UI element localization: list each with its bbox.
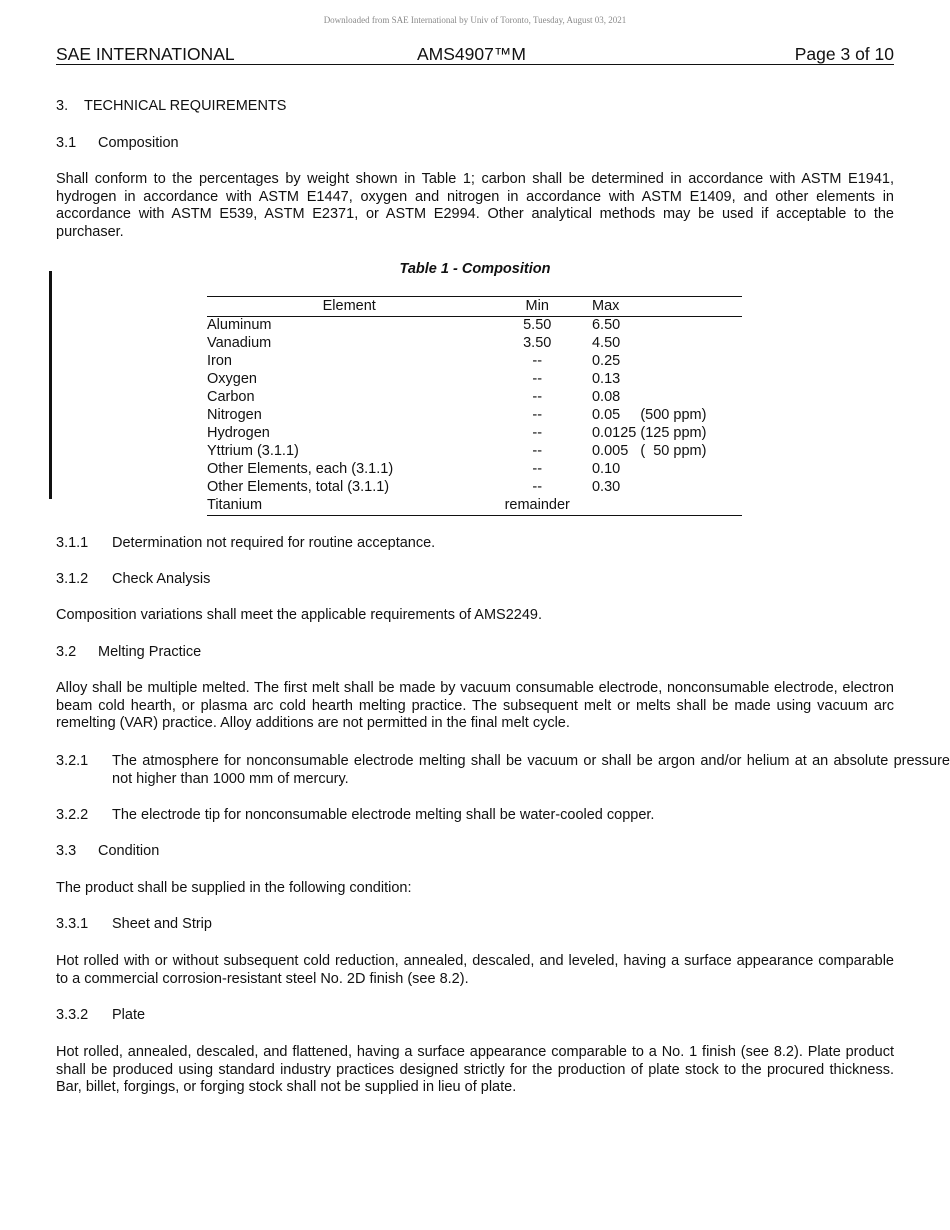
section-title: TECHNICAL REQUIREMENTS <box>84 98 287 114</box>
section-number: 3.1.2 <box>56 571 89 587</box>
section-text: The atmosphere for nonconsumable electrode melting shall be vacuum or shall be argon and/or helium at an absolute pressure not higher than 1000 mm of mercury. <box>112 753 950 787</box>
cell-max: 0.10 <box>591 461 621 478</box>
cell-min: remainder <box>504 497 570 514</box>
section-number: 3.3.2 <box>56 1007 89 1023</box>
table-row <box>207 317 742 336</box>
cell-element: Carbon <box>207 389 255 406</box>
section-title: Melting Practice <box>98 644 202 660</box>
cell-element: Oxygen <box>207 371 257 388</box>
revision-change-bar <box>49 271 52 499</box>
section-title: Check Analysis <box>112 571 211 587</box>
cell-max: 6.50 <box>591 317 621 334</box>
section-3-2-body: Alloy shall be multiple melted. The first melt shall be made by vacuum consumable electrode, nonconsumable electrode, electron beam cold hearth, or plasma arc cold hearth melting practice. The subsequent melt or melts shall be made using vacuum arc remelting (VAR) practice. Alloy additions are not permitted in the final melt cycle. <box>56 680 894 731</box>
table-row <box>207 371 742 389</box>
table-row <box>207 479 742 497</box>
section-number: 3.3.1 <box>56 916 89 932</box>
cell-min: 3.50 <box>523 335 552 352</box>
cell-element: Other Elements, each (3.1.1) <box>207 461 394 478</box>
table-row <box>207 497 742 516</box>
cell-max: 0.0125 (125 ppm) <box>591 425 707 442</box>
download-watermark: Downloaded from SAE International by Univ of Toronto, Tuesday, August 03, 2021 <box>323 15 627 25</box>
header-element: Element <box>207 297 491 317</box>
cell-max: 0.13 <box>591 371 621 388</box>
table-row <box>207 389 742 407</box>
section-number: 3. <box>56 98 69 114</box>
cell-element: Iron <box>207 353 232 370</box>
section-title: Plate <box>112 1007 146 1023</box>
cell-element: Titanium <box>207 497 263 514</box>
cell-min: -- <box>532 461 543 478</box>
cell-min: -- <box>532 443 543 460</box>
cell-element: Aluminum <box>207 317 272 334</box>
section-title: Condition <box>98 843 160 859</box>
cell-max <box>583 497 742 516</box>
cell-element: Vanadium <box>207 335 272 352</box>
cell-element: Hydrogen <box>207 425 270 442</box>
cell-min: -- <box>532 425 543 442</box>
cell-min: -- <box>532 407 543 424</box>
table-row <box>207 425 742 443</box>
section-text: The electrode tip for nonconsumable electrode melting shall be water-cooled copper. <box>112 807 655 823</box>
section-3-3-2-body: Hot rolled, annealed, descaled, and flattened, having a surface appearance comparable to a No. 1 finish (see 8.2). Plate product shall be produced using standard industry practices designed strictly for the production of plate stock to the procured thickness. Bar, billet, forgings, or forging stock shall not be supplied in lieu of plate. <box>56 1044 894 1095</box>
header-min: Min <box>491 297 583 317</box>
table-caption: Table 1 - Composition <box>399 261 551 277</box>
cell-min: -- <box>532 479 543 496</box>
section-3-3-2-heading <box>56 1007 894 1025</box>
section-number: 3.3 <box>56 843 77 859</box>
cell-element: Yttrium (3.1.1) <box>207 443 299 460</box>
table-row <box>207 407 742 425</box>
composition-table <box>207 296 742 516</box>
header-doc-number: AMS4907™M <box>417 44 526 64</box>
header-org: SAE INTERNATIONAL <box>56 44 235 64</box>
section-3-1-heading <box>56 135 894 153</box>
section-number: 3.1.1 <box>56 535 89 551</box>
cell-max: 4.50 <box>591 335 621 352</box>
section-number: 3.2.2 <box>56 807 89 823</box>
cell-element: Other Elements, total (3.1.1) <box>207 479 390 496</box>
cell-min: 5.50 <box>523 317 552 334</box>
section-3-2-1 <box>56 753 950 788</box>
page-header <box>56 44 894 65</box>
cell-element: Nitrogen <box>207 407 262 424</box>
section-3-1-body: Shall conform to the percentages by weight shown in Table 1; carbon shall be determined in accordance with ASTM E1941, hydrogen in accordance with ASTM E1447, oxygen and nitrogen in accordance with ASTM E1409, and other elements in accordance with ASTM E539, ASTM E2371, or ASTM E2994. Other analytical methods may be used if acceptable to the purchaser. <box>56 171 894 240</box>
section-3-3-1-body: Hot rolled with or without subsequent cold reduction, annealed, descaled, and leveled, having a surface appearance comparable to a commercial corrosion-resistant steel No. 2D finish (see 8.2). <box>56 953 894 987</box>
section-3-1-1 <box>56 535 894 553</box>
cell-max: 0.08 <box>591 389 621 406</box>
header-page-number: Page 3 of 10 <box>794 44 894 64</box>
section-3-3-heading <box>56 843 894 861</box>
header-max: Max <box>583 297 742 317</box>
section-3-1-2-heading <box>56 571 894 589</box>
table-row <box>207 461 742 479</box>
cell-min: -- <box>532 371 543 388</box>
section-3-2-heading <box>56 644 894 662</box>
section-number: 3.1 <box>56 135 77 151</box>
cell-min: -- <box>532 389 543 406</box>
section-3-3-1-heading <box>56 916 894 934</box>
section-3-heading <box>56 98 894 116</box>
cell-max: 0.25 <box>591 353 621 370</box>
section-text: Determination not required for routine acceptance. <box>112 535 436 551</box>
section-title: Composition <box>98 135 179 151</box>
table-row <box>207 335 742 353</box>
section-number: 3.2 <box>56 644 77 660</box>
table-row <box>207 353 742 371</box>
table-row <box>207 443 742 461</box>
section-3-2-2 <box>56 807 894 825</box>
table-header-row <box>207 297 742 317</box>
section-title: Sheet and Strip <box>112 916 212 932</box>
cell-min: -- <box>532 353 543 370</box>
section-3-3-body: The product shall be supplied in the following condition: <box>56 880 412 896</box>
cell-max: 0.30 <box>591 479 621 496</box>
section-3-1-2-body: Composition variations shall meet the applicable requirements of AMS2249. <box>56 607 543 623</box>
cell-max: 0.05 (500 ppm) <box>591 407 707 424</box>
section-number: 3.2.1 <box>56 753 89 769</box>
cell-max: 0.005 ( 50 ppm) <box>591 443 707 460</box>
